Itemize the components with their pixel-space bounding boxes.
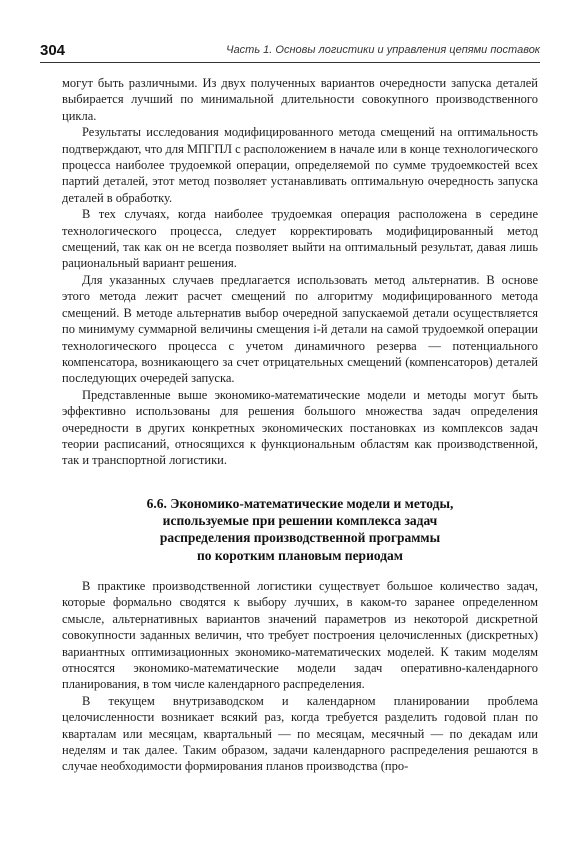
header-divider [40,62,540,63]
text-block-top [62,75,538,469]
text-block-bottom [62,578,538,775]
paragraph: Представленные выше экономико-математические модели и методы могут быть эффективно использованы для решения большого множества задач определения очередности в других конкретных экономических постановках из комплексов задач теории расписаний, относящихся к функциональным областям как производственной, так и транспортной логистики. [62,387,538,468]
section-heading-line: 6.6. Экономико-математические модели и методы, [146,495,454,511]
paragraph: Результаты исследования модифицированного метода смещений на оптимальность подтверждают, что для МПГПЛ с расположением в начале или в конце технологического процесса наиболее трудоемкой операции, определяемой по сумме трудоемкостей всех партий деталей, этот метод позволяет устанавливать оптимальную очередность запуска деталей в обработку. [62,125,538,205]
section-heading-line: используемые при решении комплекса задач [162,513,438,529]
paragraph: В практике производственной логистики существует большое количество задач, которые формально сводятся к выбору лучших, в каком-то заранее определенном смысле, альтернативных вариантов значений параметров из некоторой дискретной совокупности заданных величин, что требует построения целочисленных (дискретных) вариантных оптимизационных экономико-математических моделей. К таким моделям относятся экономико-математические модели задач оперативно-календарного планирования, в том числе календарного распределения. [62,578,538,692]
paragraph: В текущем внутризаводском и календарном планировании проблема целочисленности возникает всякий раз, когда требуется разделить годовой план по кварталам или месяцам, квартальный — по месяцам, месячный — по декадам или неделям и так далее. Таким образом, задачи календарного распределения решаются в случае необходимости формирования планов производства (про- [62,693,538,774]
section-heading-line: распределения производственной программы [159,530,441,546]
running-head: Часть 1. Основы логистики и управления цепями поставок [226,44,540,56]
paragraph: могут быть различными. Из двух полученных вариантов очередности запуска деталей выбирается лучший по минимальной длительности совокупного производственного цикла. [62,76,538,123]
section-heading [62,495,538,564]
page-body [62,75,538,775]
paragraph: В тех случаях, когда наиболее трудоемкая операция расположена в середине технологического процесса, следует корректировать модифицированный метод смещений, так как он не всегда позволяет выйти на оптимальный результат, давая лишь рациональный вариант решения. [62,207,538,271]
page-header [40,42,540,64]
paragraph: Для указанных случаев предлагается использовать метод альтернатив. В основе этого метода лежит расчет смещений по алгоритму модифицированного метода смещений. В методе альтернатив выбор очередной запускаемой детали осуществляется по минимуму суммарной величины смещения i-й детали на самой трудоемкой операции технологического процесса с учетом динамичного резерва — потенциального компенсатора, возникающего за счет отрицательных смещений (компенсаторов) деталей последующих очередей запуска. [62,272,538,386]
page-number: 304 [40,42,66,59]
section-heading-line: по коротким плановым периодам [197,547,403,563]
